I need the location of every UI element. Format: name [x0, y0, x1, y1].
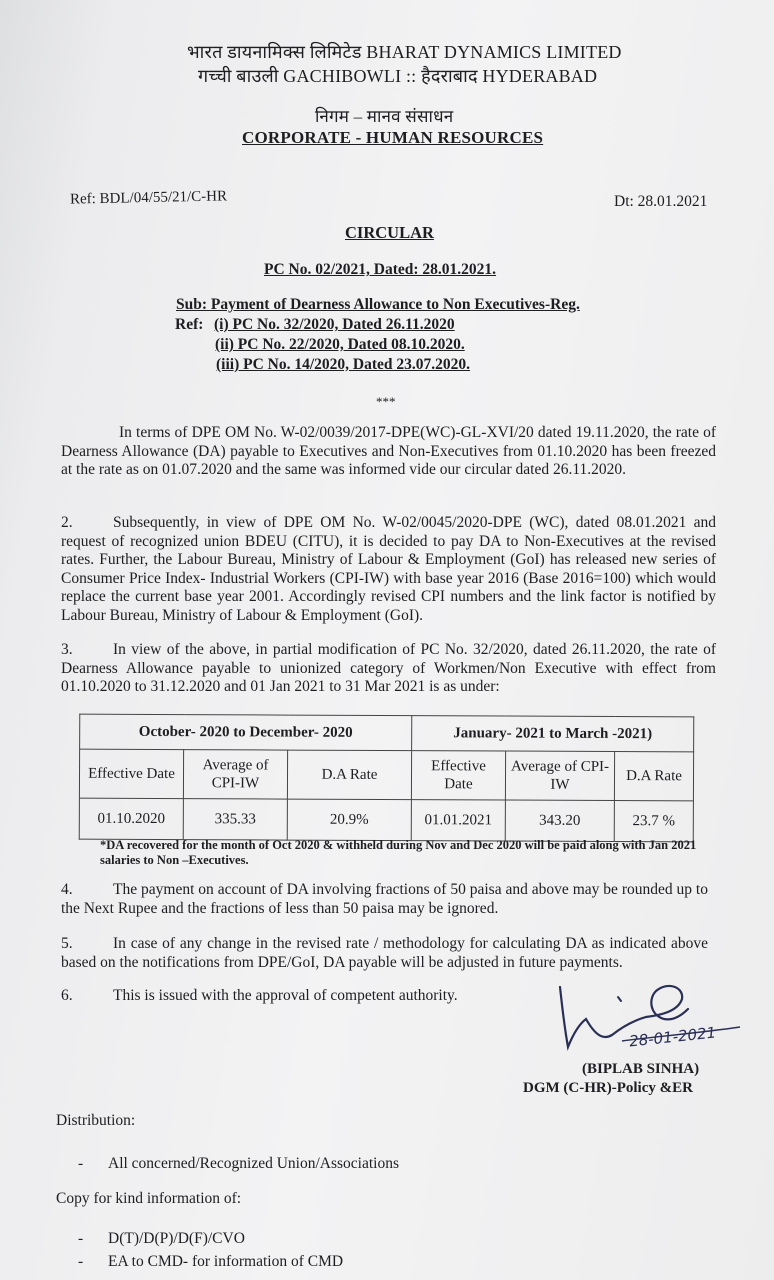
- cell-rate: 23.7 %: [614, 800, 693, 841]
- table-footnote: *DA recovered for the month of Oct 2020 & withheld during Nov and Dec 2020 will be paid along with Jan 2021 salaries to Non –Executives.: [100, 838, 697, 867]
- cell-cpi: 335.33: [183, 799, 287, 840]
- paragraph-text: In case of any change in the revised rate / methodology for calculating DA as indicated above based on the notifications from DPE/GoI, DA payable will be adjusted in future payments.: [61, 935, 708, 971]
- reference-item: (iii) PC No. 14/2020, Dated 23.07.2020.: [216, 356, 471, 373]
- paragraph-number: 2.: [61, 514, 73, 531]
- department-hindi: निगम – मानव संसाधन: [315, 107, 454, 126]
- paragraph-1: In terms of DPE OM No. W-02/0039/2017-DPE(WC)-GL-XVI/20 dated 19.11.2020, the rate of Dearness Allowance (DA) payable to Executives and Non-Executives from 01.10.2020 has been freezed at the rate as on 01.07.2020 and the same was informed vide our circular dated 26.11.2020.: [61, 424, 716, 478]
- period-1-header: October- 2020 to December- 2020: [80, 714, 412, 750]
- table-row: [79, 798, 693, 842]
- copy-item: - EA to CMD- for information of CMD: [78, 1253, 344, 1270]
- copy-label: Copy for kind information of:: [56, 1190, 242, 1207]
- circular-date: Dt: 28.01.2021: [614, 193, 708, 210]
- paragraph-text: Subsequently, in view of DPE OM No. W-02/0045/2020-DPE (WC), dated 08.01.2021 and request of recognized union BDEU (CITU), it is decided to pay DA to Non-Executives at the revised rates. Further, the Labour Bureau, Ministry of Labour & Employment (GoI) has released new series of Consumer Price Index- Industrial Workers (CPI-IW) with base year 2016 (Base 2016=100) which would replace the current base year 2001. Accordingly revised CPI numbers and the link factor is notified by Labour Bureau, Ministry of Labour & Employment (GoI).: [61, 514, 716, 624]
- reference-item: (ii) PC No. 22/2020, Dated 08.10.2020.: [215, 336, 465, 353]
- letterhead-address: गच्ची बाउली GACHIBOWLI :: हैदराबाद HYDERABAD: [198, 66, 598, 86]
- subject: Sub: Payment of Dearness Allowance to Non Executives-Reg.: [176, 296, 580, 313]
- reference-item: (i) PC No. 32/2020, Dated 26.11.2020: [214, 316, 455, 333]
- col-da-rate: D.A Rate: [614, 751, 693, 800]
- col-effective-date: Effective Date: [79, 749, 183, 798]
- paragraph-text: This is issued with the approval of competent authority.: [113, 987, 458, 1004]
- paragraph-text: In view of the above, in partial modification of PC No. 32/2020, dated 26.11.2020, the rate of Dearness Allowance payable to unionized category of Workmen/Non Executive with effect from 01.10.2020 to 31.12.2020 and 01 Jan 2021 to 31 Mar 2021 is as under:: [61, 641, 716, 695]
- letterhead-company: भारत डायनामिक्स लिमिटेड BHARAT DYNAMICS LIMITED: [187, 42, 622, 62]
- signatory-name: (BIPLAB SINHA): [582, 1061, 700, 1077]
- signature-date: 28-01-2021: [628, 1023, 717, 1051]
- cell-date: 01.01.2021: [411, 800, 505, 841]
- paragraph-5: [61, 935, 708, 972]
- col-effective-date: Effective Date: [411, 751, 505, 800]
- period-2-header: January- 2021 to March -2021): [412, 716, 694, 752]
- paragraph-text: The payment on account of DA involving fractions of 50 paisa and above may be rounded up to the Next Rupee and the fractions of less than 50 paisa may be ignored.: [61, 881, 708, 917]
- paragraph-number: 6.: [61, 987, 73, 1004]
- col-da-rate: D.A Rate: [287, 750, 411, 800]
- circular-title: CIRCULAR: [345, 223, 434, 242]
- da-rate-table: [79, 714, 695, 843]
- paragraph-3: [61, 641, 716, 697]
- paragraph-number: 5.: [61, 935, 73, 952]
- distribution-item-text: All concerned/Recognized Union/Associations: [108, 1155, 399, 1172]
- table-subheader-row: [79, 749, 693, 801]
- separator: ***: [376, 394, 396, 409]
- department-title: CORPORATE - HUMAN RESOURCES: [242, 128, 544, 147]
- distribution-label: Distribution:: [56, 1112, 136, 1129]
- col-average-cpi: Average of CPI-IW: [505, 751, 614, 800]
- copy-item-text: D(T)/D(P)/D(F)/CVO: [108, 1230, 245, 1247]
- copy-item-text: EA to CMD- for information of CMD: [108, 1253, 344, 1270]
- paragraph-4: [61, 881, 708, 918]
- reference-number: Ref: BDL/04/55/21/C-HR: [69, 188, 228, 208]
- paragraph-number: 3.: [61, 641, 73, 658]
- cell-date: 01.10.2020: [79, 798, 183, 839]
- reference-label: Ref:: [175, 316, 204, 333]
- paragraph-2: [61, 514, 716, 625]
- cell-cpi: 343.20: [505, 800, 614, 841]
- cell-rate: 20.9%: [287, 799, 411, 841]
- signatory-designation: DGM (C-HR)-Policy &ER: [523, 1080, 693, 1096]
- pc-number: PC No. 02/2021, Dated: 28.01.2021.: [264, 261, 497, 278]
- col-average-cpi: Average of CPI-IW: [183, 750, 287, 799]
- table-header-row: [80, 714, 694, 752]
- signature-icon: [550, 975, 750, 1065]
- paragraph-number: 4.: [61, 881, 73, 898]
- copy-item: - D(T)/D(P)/D(F)/CVO: [78, 1230, 245, 1247]
- distribution-item: - All concerned/Recognized Union/Associations: [78, 1155, 399, 1172]
